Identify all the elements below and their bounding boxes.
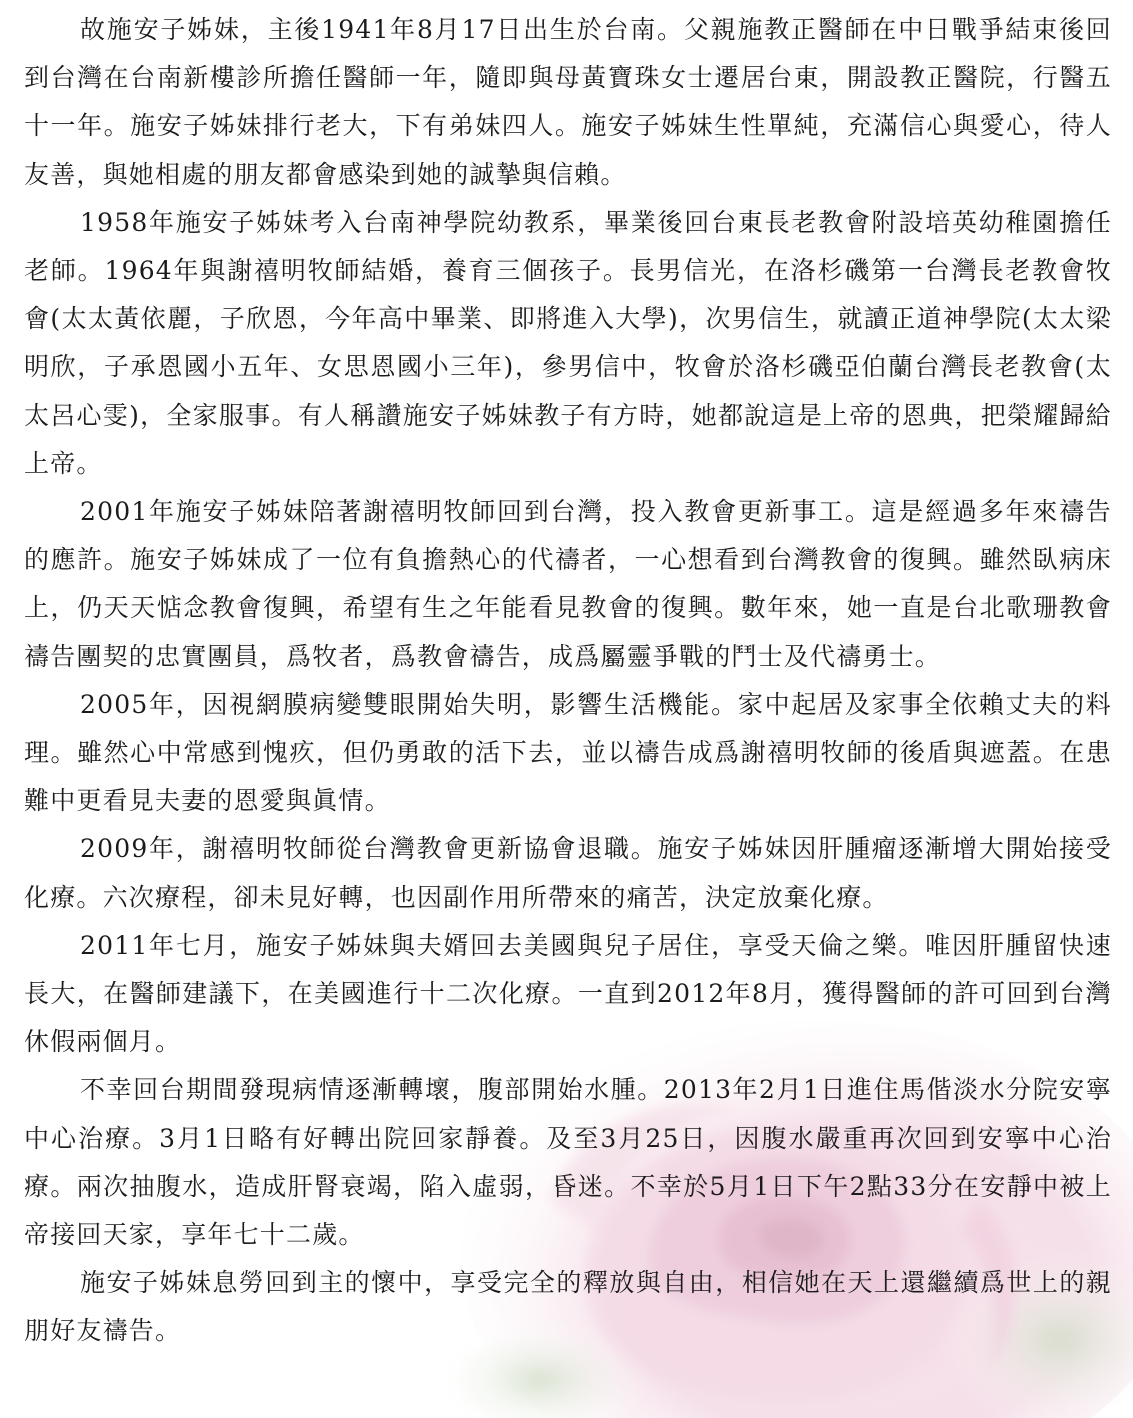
paragraph-family: 1958年施安子姊妹考入台南神學院幼教系，畢業後回台東長老教會附設培英幼稚園擔任老師。1964年與謝禧明牧師結婚，養育三個孩子。長男信光，在洛杉磯第一台灣長老教會牧會(太太黃依麗，子欣恩，今年高中畢業、即將進入大學)，次男信生，就讀正道神學院(太太梁明欣，子承恩國小五年、女思恩國小三年)，參男信中，牧會於洛杉磯亞伯蘭台灣長老教會(太太呂心雯)，全家服事。有人稱讚施安子姊妹教子有方時，她都說這是上帝的恩典，把榮耀歸給上帝。 [24, 207, 1112, 478]
paragraph-2009: 2009年，謝禧明牧師從台灣教會更新協會退職。施安子姊妹因肝腫瘤逐漸增大開始接受化療。六次療程，卻未見好轉，也因副作用所帶來的痛苦，決定放棄化療。 [24, 834, 1112, 912]
paragraph-2011: 2011年七月，施安子姊妹與夫婿回去美國與兒子居住，享受天倫之樂。唯因肝腫留快速長大，在醫師建議下，在美國進行十二次化療。一直到2012年8月，獲得醫師的許可回到台灣休假兩個月。 [24, 930, 1112, 1057]
memorial-text [24, 6, 1112, 1356]
paragraph-2005: 2005年，因視網膜病變雙眼開始失明，影響生活機能。家中起居及家事全依賴丈夫的料理。雖然心中常感到愧疚，但仍勇敢的活下去，並以禱告成爲謝禧明牧師的後盾與遮蓋。在患難中更看見夫妻的恩愛與眞情。 [24, 689, 1112, 816]
paragraph-2013: 不幸回台期間發現病情逐漸轉壞，腹部開始水腫。2013年2月1日進住馬偕淡水分院安寧中心治療。3月1日略有好轉出院回家靜養。及至3月25日，因腹水嚴重再次回到安寧中心治療。兩次抽腹水，造成肝腎衰竭，陷入虛弱，昏迷。不幸於5月1日下午2點33分在安靜中被上帝接回天家，享年七十二歲。 [24, 1075, 1112, 1250]
paragraph-closing: 施安子姊妹息勞回到主的懷中，享受完全的釋放與自由，相信她在天上還繼續爲世上的親朋好友禱告。 [24, 1268, 1112, 1346]
paragraph-ministry: 2001年施安子姊妹陪著謝禧明牧師回到台灣，投入教會更新事工。這是經過多年來禱告的應許。施安子姊妹成了一位有負擔熱心的代禱者，一心想看到台灣教會的復興。雖然臥病床上，仍天天惦念教會復興，希望有生之年能看見教會的復興。數年來，她一直是台北歌珊教會禱告團契的忠實團員，爲牧者，爲教會禱告，成爲屬靈爭戰的鬥士及代禱勇士。 [24, 497, 1112, 671]
paragraph-biography: 故施安子姊妹，主後1941年8月17日出生於台南。父親施教正醫師在中日戰爭結束後回到台灣在台南新樓診所擔任醫師一年，隨即與母黃寶珠女士遷居台東，開設教正醫院，行醫五十一年。施安子姊妹排行老大，下有弟妹四人。施安子姊妹生性單純，充滿信心與愛心，待人友善，與她相處的朋友都會感染到她的誠摯與信賴。 [24, 15, 1112, 189]
